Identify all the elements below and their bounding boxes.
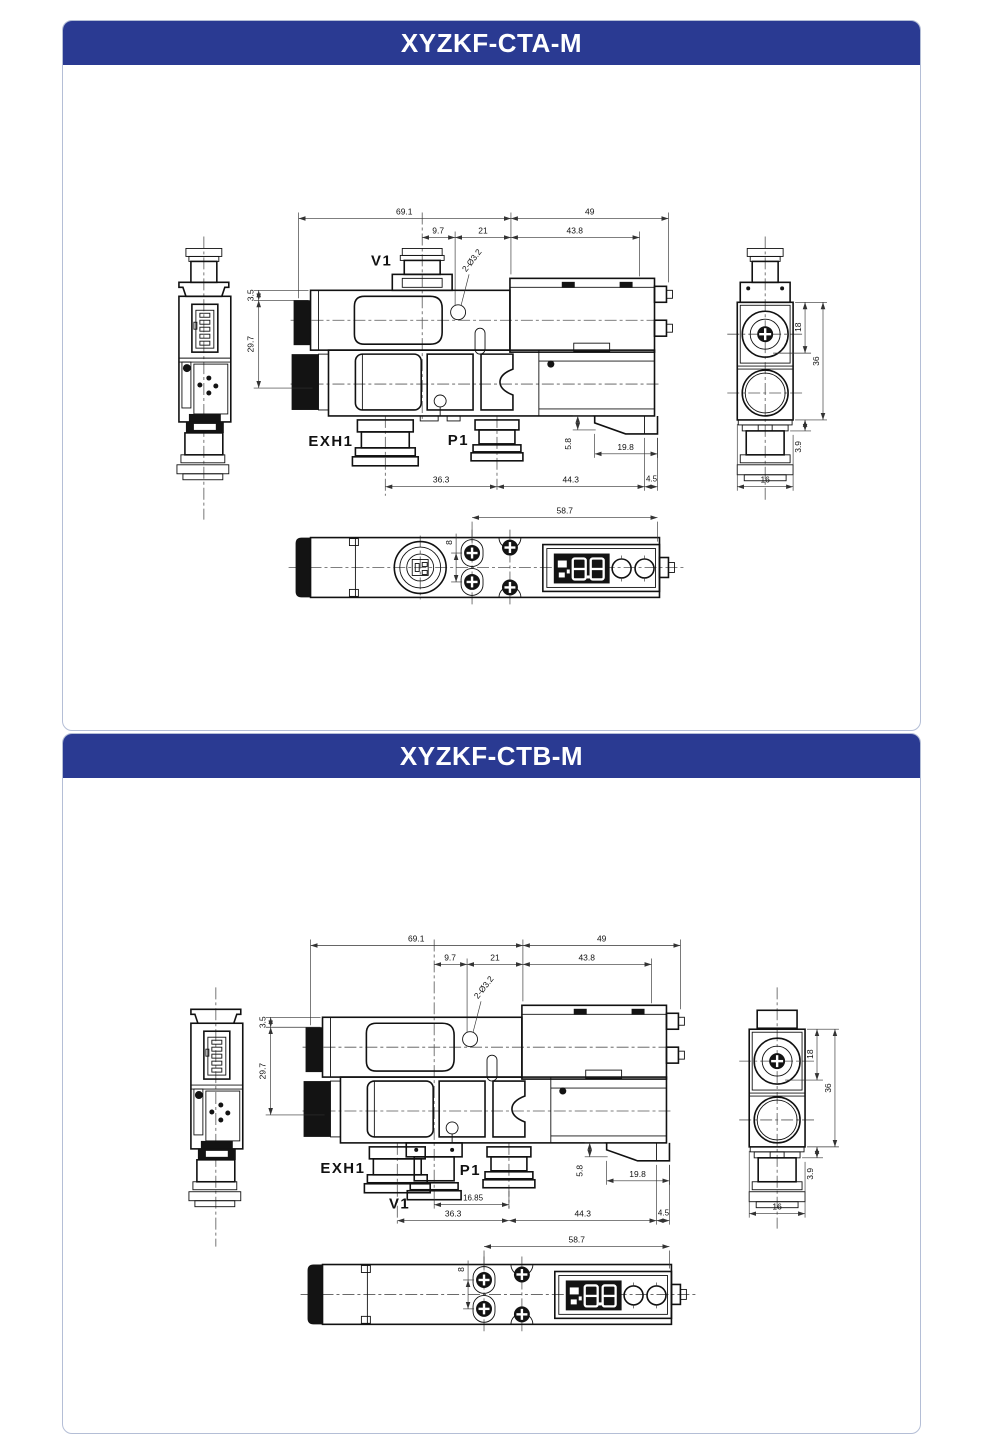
dim-body-height: 29.7: [257, 1062, 268, 1080]
setting-button: [612, 559, 631, 578]
dim-total-width-left: 69.1: [407, 933, 425, 944]
dim-ejector-width: 43.8: [566, 225, 583, 236]
dim-v-to-hole: 9.7: [432, 225, 445, 236]
dimension-annotations: [258, 934, 839, 1309]
left-side-view: [189, 987, 243, 1246]
dim-total-width-left: 69.1: [396, 206, 413, 217]
dim-exh-to-p: 36.3: [432, 474, 450, 485]
hole-note: 2-Ø3.2: [471, 973, 496, 1001]
card-header: [63, 21, 920, 65]
mounting-hole: [463, 1032, 478, 1047]
mounting-foot: [595, 416, 658, 434]
dim-end-offset: 4.5: [645, 474, 658, 484]
dim-p-to-end: 44.3: [562, 474, 580, 485]
dim-bottom-width: 58.7: [568, 1234, 585, 1245]
right-side-view: [739, 987, 815, 1228]
dim-p-to-end: 44.3: [574, 1208, 591, 1219]
mounting-hole: [451, 305, 466, 320]
setting-button: [624, 1286, 643, 1305]
dimension-annotations: [246, 207, 827, 582]
dim-foot-height: 5.8: [562, 437, 573, 450]
front-view: [303, 940, 685, 1227]
hole-note: 2-Ø3.2: [459, 247, 484, 274]
front-view: [291, 213, 673, 496]
p-port-label: P1: [447, 431, 470, 449]
product-card-cta: [62, 20, 921, 731]
dim-side-height: 36: [822, 1083, 833, 1093]
electrical-connector: [192, 304, 218, 352]
product-card-ctb: [62, 733, 921, 1434]
v-port-label: V1: [388, 1195, 411, 1213]
dim-exh-to-p: 36.3: [444, 1208, 462, 1219]
dim-hole-to-flange: 21: [478, 225, 488, 236]
digital-display: [543, 545, 660, 592]
card-header: [63, 734, 920, 778]
dim-side-width: 16: [760, 474, 770, 485]
v-port-label: V1: [371, 252, 393, 270]
dim-total-width-right: 49: [584, 206, 595, 217]
right-side-view: [727, 236, 803, 501]
dim-side-height: 36: [811, 356, 822, 366]
exh-port-label: EXH1: [320, 1159, 366, 1177]
card-title: XYZKF-CTA-M: [400, 27, 583, 58]
dim-end-offset: 4.5: [657, 1208, 670, 1218]
technical-drawing-cta: [63, 65, 920, 730]
dim-v-to-hole: 9.7: [444, 952, 457, 963]
dim-top-offset: 3.5: [257, 1016, 268, 1029]
setting-button: [647, 1286, 666, 1305]
bottom-view: [289, 530, 684, 608]
card-title: XYZKF-CTB-M: [399, 740, 584, 771]
dim-total-width-right: 49: [596, 933, 607, 944]
exh-port-label: EXH1: [308, 432, 354, 450]
dim-top-offset: 3.5: [245, 289, 256, 302]
dim-foot-width: 19.8: [617, 441, 634, 452]
dim-ejector-width: 43.8: [578, 952, 595, 963]
dim-bottom-width: 58.7: [556, 505, 574, 516]
dim-foot-width: 19.8: [629, 1168, 646, 1179]
dim-side-width: 16: [772, 1201, 782, 1212]
dim-side-top-to-screw: 18: [805, 1049, 816, 1059]
technical-drawing-ctb: [63, 778, 920, 1433]
electrical-connector: [204, 1031, 230, 1079]
dim-v-to-p: 16.85: [463, 1193, 484, 1203]
dim-foot-height: 5.8: [574, 1164, 585, 1177]
left-side-view: [177, 236, 231, 519]
dim-hole-to-flange: 21: [490, 952, 500, 963]
dim-screw-pitch: 8: [444, 540, 455, 545]
digital-display: [555, 1271, 672, 1318]
dim-body-height: 29.7: [245, 335, 256, 353]
dim-screw-pitch: 8: [456, 1267, 467, 1272]
mounting-foot: [607, 1143, 670, 1161]
dim-side-base: 3.9: [805, 1167, 816, 1180]
dim-side-base: 3.9: [793, 440, 804, 453]
p-port-label: P1: [459, 1161, 482, 1179]
setting-button: [635, 559, 654, 578]
dim-side-top-to-screw: 18: [793, 322, 804, 332]
bottom-view: [301, 1257, 696, 1335]
